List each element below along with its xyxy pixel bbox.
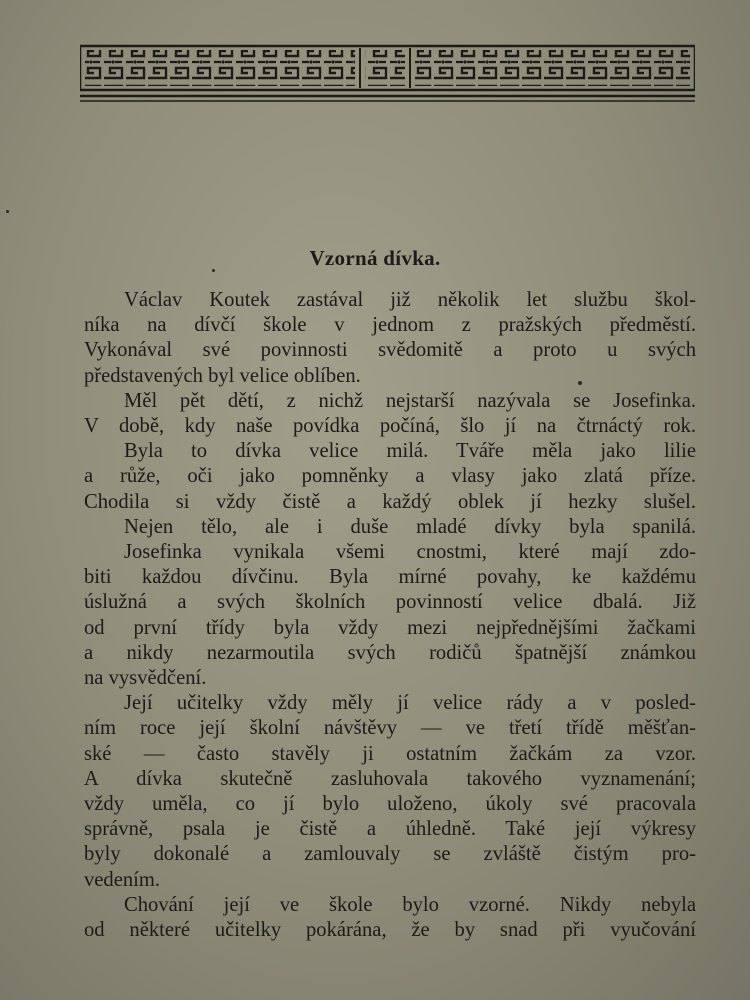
- text-line: Vykonával své povinnosti svědomitě a proto u svých: [84, 339, 696, 362]
- text-line: V době, kdy naše povídka počíná, šlo jí na čtrnáctý rok.: [84, 415, 696, 438]
- ink-speck: [212, 269, 215, 272]
- text-line: Chodila si vždy čistě a každý oblek jí hezky slušel.: [84, 490, 696, 513]
- text-line: ské — často stavěly ji ostatním žačkám za vzor.: [84, 742, 696, 765]
- text-line: a nikdy nezarmoutila svých rodičů špatnější známkou: [84, 641, 696, 664]
- text-line: ním roce její školní návštěvy — ve třetí třídě měšťan-: [84, 717, 696, 740]
- text-line: biti každou dívčinu. Byla mírné povahy, ke každému: [84, 566, 696, 589]
- text-line: Josefinka vynikala všemi cnostmi, které mají zdo-: [124, 541, 696, 564]
- ink-speck: [6, 210, 9, 213]
- text-line: Byla to dívka velice milá. Tváře měla jako lilie: [124, 440, 696, 463]
- text-line: A dívka skutečně zasluhovala takového vyznamenání;: [84, 767, 696, 790]
- chapter-title: Vzorná dívka.: [309, 246, 441, 270]
- text-line: vždy uměla, co jí bylo uloženo, úkoly své pracovala: [84, 793, 696, 816]
- text-line: od první třídy byla vždy mezi nejpřednějšími žačkami: [84, 616, 696, 639]
- text-line: níka na dívčí škole v jednom z pražských předměstí.: [84, 314, 696, 337]
- text-line: představených byl velice oblíben.: [84, 364, 361, 387]
- text-line: Václav Koutek zastával již několik let službu škol-: [124, 289, 696, 311]
- text-line: na vysvědčení.: [84, 667, 207, 690]
- ink-speck: [578, 381, 582, 385]
- body-text: [84, 288, 696, 943]
- text-line: správně, psala je čistě a úhledně. Také její výkresy: [84, 818, 696, 841]
- text-line: Chování její ve škole bylo vzorné. Nikdy nebyla: [124, 893, 696, 916]
- text-line: Nejen tělo, ale i duše mladé dívky byla spanilá.: [124, 515, 696, 538]
- text-line: úslužná a svých školních povinností velice dbalá. Již: [84, 591, 696, 614]
- decorative-header-border: [80, 42, 695, 104]
- text-line: od některé učitelky pokárána, že by snad při vyučování: [84, 919, 696, 942]
- text-line: byly dokonalé a zamlouvaly se zvláště čistým pro-: [84, 843, 696, 866]
- text-line: a růže, oči jako pomněnky a vlasy jako zlatá příze.: [84, 465, 696, 488]
- text-line: Její učitelky vždy měly jí velice rády a v posled-: [124, 692, 696, 715]
- text-line: Měl pět dětí, z nichž nejstarší nazývala se Josefinka.: [124, 389, 696, 412]
- text-line: vedením.: [84, 868, 161, 891]
